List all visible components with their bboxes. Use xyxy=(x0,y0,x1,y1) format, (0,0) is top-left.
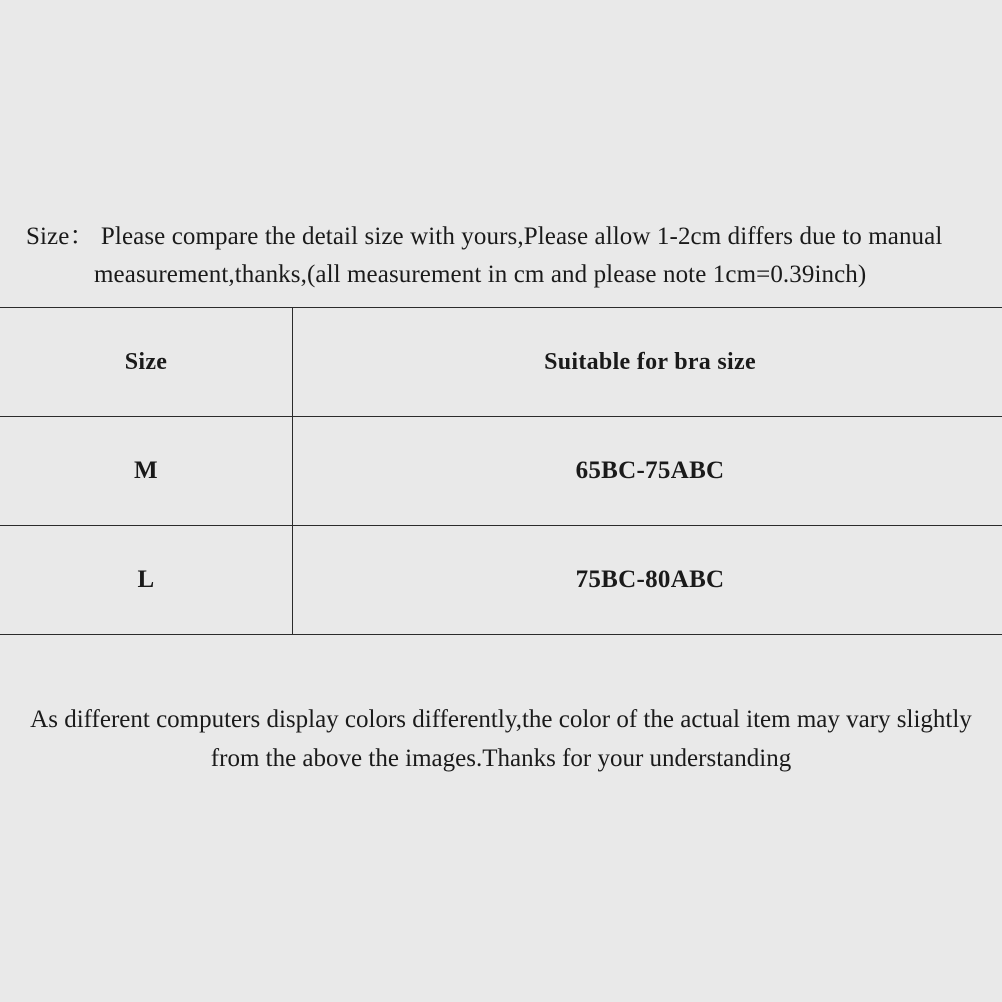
table-cell-size-m: M xyxy=(0,417,293,526)
size-instructions-line-2: measurement,thanks,(all measurement in cm and please note 1cm=0.39inch) xyxy=(94,261,867,288)
table-header-bra-size: Suitable for bra size xyxy=(293,308,1002,417)
table-row xyxy=(0,526,1002,635)
color-disclaimer xyxy=(0,700,1002,778)
table-row xyxy=(0,417,1002,526)
table-header-size: Size xyxy=(0,308,293,417)
color-disclaimer-line-2: from the above the images.Thanks for your understanding xyxy=(210,745,792,772)
size-instructions-line-1: Size： Please compare the detail size with yours,Please allow 1-2cm differs due to manual xyxy=(26,223,943,250)
table-cell-size-l: L xyxy=(0,526,293,635)
table-header-row xyxy=(0,308,1002,417)
size-table xyxy=(0,307,1002,635)
size-instructions xyxy=(0,218,1002,294)
table-cell-bra-m: 65BC-75ABC xyxy=(293,417,1002,526)
table-cell-bra-l: 75BC-80ABC xyxy=(293,526,1002,635)
color-disclaimer-line-1: As different computers display colors differently,the color of the actual item may vary slightly xyxy=(30,706,972,733)
